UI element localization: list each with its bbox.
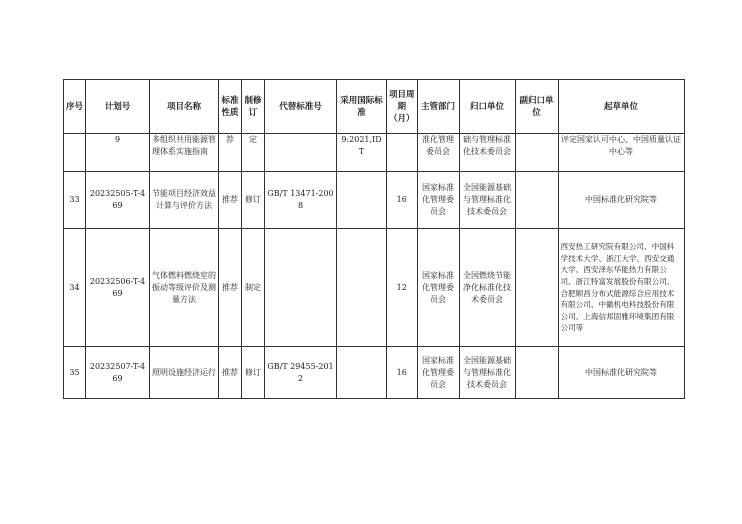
- cell-dept: 国家标准化管理委员会: [417, 347, 459, 399]
- cell-revise: 定: [242, 134, 265, 172]
- header-drafting: 起草单位: [558, 80, 684, 134]
- cell-seq: 33: [64, 172, 86, 229]
- cell-project-name: 节能项目经济效益计算与评价方法: [150, 172, 219, 229]
- table-row: [64, 229, 685, 347]
- cell-intl-std: [337, 347, 387, 399]
- cell-project-name: 气体燃料燃烧室的振动等级评价及测量方法: [150, 229, 219, 347]
- cell-seq: 34: [64, 229, 86, 347]
- cell-period: 16: [387, 347, 418, 399]
- cell-plan-no: 9: [86, 134, 150, 172]
- header-replace-std: 代替标准号: [265, 80, 337, 134]
- cell-seq: [64, 134, 86, 172]
- standards-plan-table: [63, 79, 685, 399]
- table-row: [64, 347, 685, 399]
- cell-dept: 国家标准化管理委员会: [417, 172, 459, 229]
- cell-std-nature: 荐: [219, 134, 242, 172]
- cell-period: [387, 134, 418, 172]
- cell-revise: 修订: [242, 347, 265, 399]
- header-tc: 归口单位: [459, 80, 515, 134]
- cell-drafting: 中国标准化研究院等: [558, 172, 684, 229]
- cell-tc: 全国燃烧节能净化标准化技术委员会: [459, 229, 515, 347]
- cell-std-nature: 推荐: [219, 229, 242, 347]
- header-row: [64, 80, 685, 134]
- cell-project-name: 照明设施经济运行: [150, 347, 219, 399]
- header-plan-no: 计划号: [86, 80, 150, 134]
- cell-tc: 全国能源基础与管理标准化技术委员会: [459, 347, 515, 399]
- cell-replace-std: [265, 134, 337, 172]
- cell-sub-tc: [515, 134, 558, 172]
- cell-period: 12: [387, 229, 418, 347]
- cell-std-nature: 推荐: [219, 347, 242, 399]
- cell-intl-std: [337, 229, 387, 347]
- cell-drafting: 评定国家认可中心、中国质量认证中心等: [558, 134, 684, 172]
- cell-intl-std: 9:2021,IDT: [337, 134, 387, 172]
- cell-plan-no: 20232505-T-469: [86, 172, 150, 229]
- header-dept: 主管部门: [417, 80, 459, 134]
- table-row: [64, 172, 685, 229]
- cell-seq: 35: [64, 347, 86, 399]
- cell-tc: 础与管理标准化技术委员会: [459, 134, 515, 172]
- cell-revise: 制定: [242, 229, 265, 347]
- header-period: 项目周期（月）: [387, 80, 418, 134]
- cell-revise: 修订: [242, 172, 265, 229]
- header-revise: 制修订: [242, 80, 265, 134]
- cell-sub-tc: [515, 347, 558, 399]
- cell-period: 16: [387, 172, 418, 229]
- cell-dept: 国家标准化管理委员会: [417, 229, 459, 347]
- cell-project-name: 多组织共用能源管理体系实施指南: [150, 134, 219, 172]
- cell-drafting: 西安热工研究院有限公司、中国科学技术大学、浙江大学、西安交通大学、西安泽东华能热力有限公司、浙江特富发展股份有限公司、合肥顺昌分布式能源综合应用技术有限公司、中徽机电科技股份有限公司、上海信邦固雅环境集团有限公司等: [558, 229, 684, 347]
- cell-plan-no: 20232506-T-469: [86, 229, 150, 347]
- cell-replace-std: GB/T 29455-2012: [265, 347, 337, 399]
- cell-plan-no: 20232507-T-469: [86, 347, 150, 399]
- cell-intl-std: [337, 172, 387, 229]
- cell-replace-std: GB/T 13471-2008: [265, 172, 337, 229]
- cell-std-nature: 推荐: [219, 172, 242, 229]
- table-row: [64, 134, 685, 172]
- header-intl-std: 采用国际标准: [337, 80, 387, 134]
- cell-drafting: 中国标准化研究院等: [558, 347, 684, 399]
- header-std-nature: 标准性质: [219, 80, 242, 134]
- cell-tc: 全国能源基础与管理标准化技术委员会: [459, 172, 515, 229]
- cell-sub-tc: [515, 172, 558, 229]
- cell-dept: 准化管理委员会: [417, 134, 459, 172]
- header-project-name: 项目名称: [150, 80, 219, 134]
- cell-sub-tc: [515, 229, 558, 347]
- header-sub-tc: 副归口单位: [515, 80, 558, 134]
- cell-replace-std: [265, 229, 337, 347]
- header-seq: 序号: [64, 80, 86, 134]
